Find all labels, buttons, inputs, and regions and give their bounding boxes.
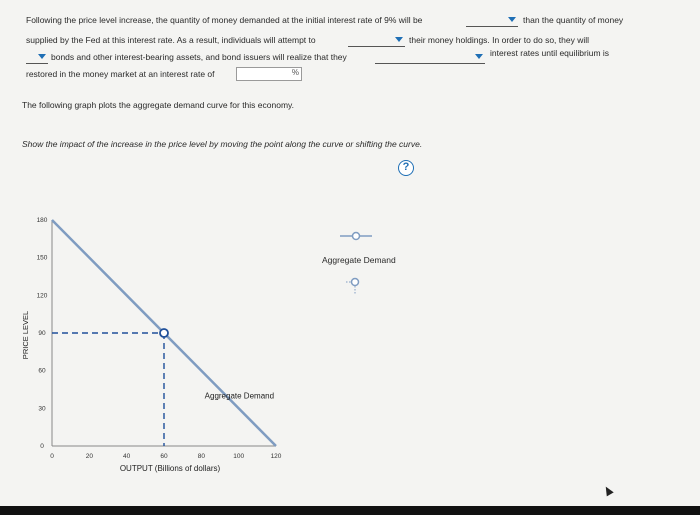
- chevron-down-icon: [475, 54, 483, 59]
- percent-symbol: %: [291, 68, 299, 77]
- legend-point-tool[interactable]: [346, 279, 359, 295]
- mouse-cursor-icon: [602, 485, 613, 497]
- question-line4-a: restored in the money market at an interest rate of: [26, 69, 215, 79]
- curve-label: Aggregate Demand: [204, 391, 275, 401]
- question-line2-b: their money holdings. In order to do so, they will: [409, 35, 590, 45]
- y-tick-label: 90: [38, 330, 46, 337]
- x-axis-title: OUTPUT (Billions of dollars): [119, 464, 221, 473]
- x-tick-label: 40: [123, 453, 131, 460]
- holdings-action-dropdown[interactable]: [348, 35, 405, 47]
- x-tick-label: 60: [160, 453, 168, 460]
- chevron-down-icon: [38, 54, 46, 59]
- question-line3-a: bonds and other interest-bearing assets, and bond issuers will realize that they: [51, 52, 347, 62]
- equilibrium-point[interactable]: [160, 329, 168, 337]
- interest-rate-action-dropdown[interactable]: [375, 52, 485, 64]
- x-tick-label: 20: [85, 453, 93, 460]
- question-line1-b: than the quantity of money: [523, 15, 624, 25]
- legend-ad-circle-icon: [353, 233, 360, 240]
- legend-ad-tool[interactable]: [340, 233, 372, 240]
- taskbar: [0, 506, 700, 515]
- y-tick-label: 120: [36, 292, 48, 300]
- question-line2-a: supplied by the Fed at this interest rate. As a result, individuals will attempt to: [26, 35, 316, 45]
- y-axis-title: PRICE LEVEL: [21, 310, 30, 360]
- graph-intro: The following graph plots the aggregate demand curve for this economy.: [22, 100, 294, 110]
- legend-point-icon: [352, 279, 359, 286]
- x-tick-label: 0: [50, 453, 54, 460]
- comparison-dropdown[interactable]: [466, 15, 518, 27]
- x-tick-label: 100: [233, 453, 245, 460]
- question-line3-b: interest rates until equilibrium is: [490, 48, 610, 58]
- bonds-action-dropdown[interactable]: [26, 52, 48, 64]
- chevron-down-icon: [508, 17, 516, 22]
- y-tick-label: 60: [38, 367, 46, 375]
- y-tick-label: 150: [36, 254, 48, 262]
- chevron-down-icon: [395, 37, 403, 42]
- legend-ad-label: Aggregate Demand: [322, 255, 396, 265]
- y-tick-label: 0: [40, 443, 44, 450]
- instruction-text: Show the impact of the increase in the price level by moving the point along the curve or shifting the curve.: [22, 139, 423, 149]
- y-tick-label: 180: [36, 217, 48, 224]
- x-tick-label: 80: [197, 453, 205, 460]
- question-line1-a: Following the price level increase, the quantity of money demanded at the initial interest rate of 9% will be: [26, 15, 423, 25]
- x-tick-label: 120: [270, 453, 282, 460]
- equilibrium-rate-input[interactable]: [236, 67, 302, 81]
- y-tick-label: 30: [38, 405, 46, 413]
- help-button[interactable]: ?: [398, 160, 414, 176]
